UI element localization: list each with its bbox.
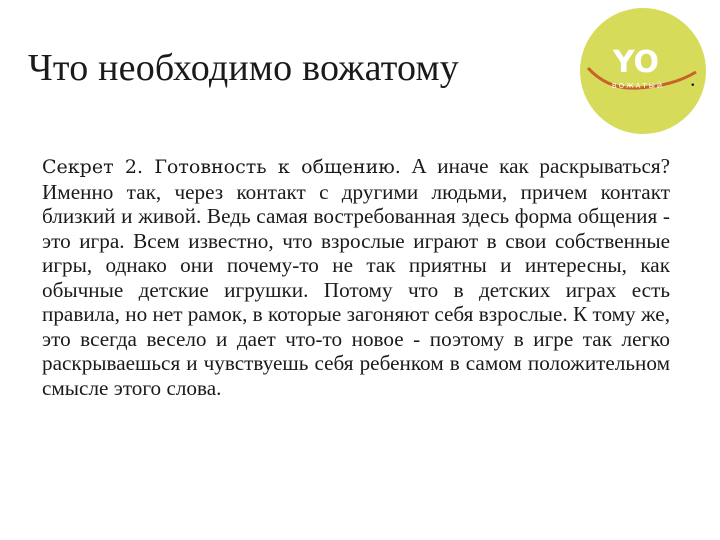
- logo-subtitle: ВОЖАТЫЙ: [611, 82, 665, 90]
- paragraph-text: А иначе как раскрываться? Именно так, через контакт с другими людьми, причем контакт близкий и живой. Ведь самая востребованная здесь форма общения - это игра. Всем известно, что взрослые играют в свои собственные игры, однако они почему-то не так приятны и интересны, как обычные детские игрушки. Потому что в детских играх есть правила, но нет рамок, в которые загоняют себя взрослые. К тому же, это всегда весело и дает что-то новое - поэтому в игре так легко раскрываешься и чувствуешь себя ребенком в самом положительном смысле этого слова.: [42, 154, 670, 400]
- title-dot: .: [690, 66, 696, 91]
- slide-title: Что необходимо вожатому: [28, 47, 459, 89]
- lead-text: Секрет 2. Готовность к общению.: [42, 156, 401, 178]
- logo-letters: YO: [612, 45, 660, 80]
- body-text: [42, 154, 670, 400]
- logo-icon: [578, 6, 708, 136]
- logo: [578, 6, 708, 136]
